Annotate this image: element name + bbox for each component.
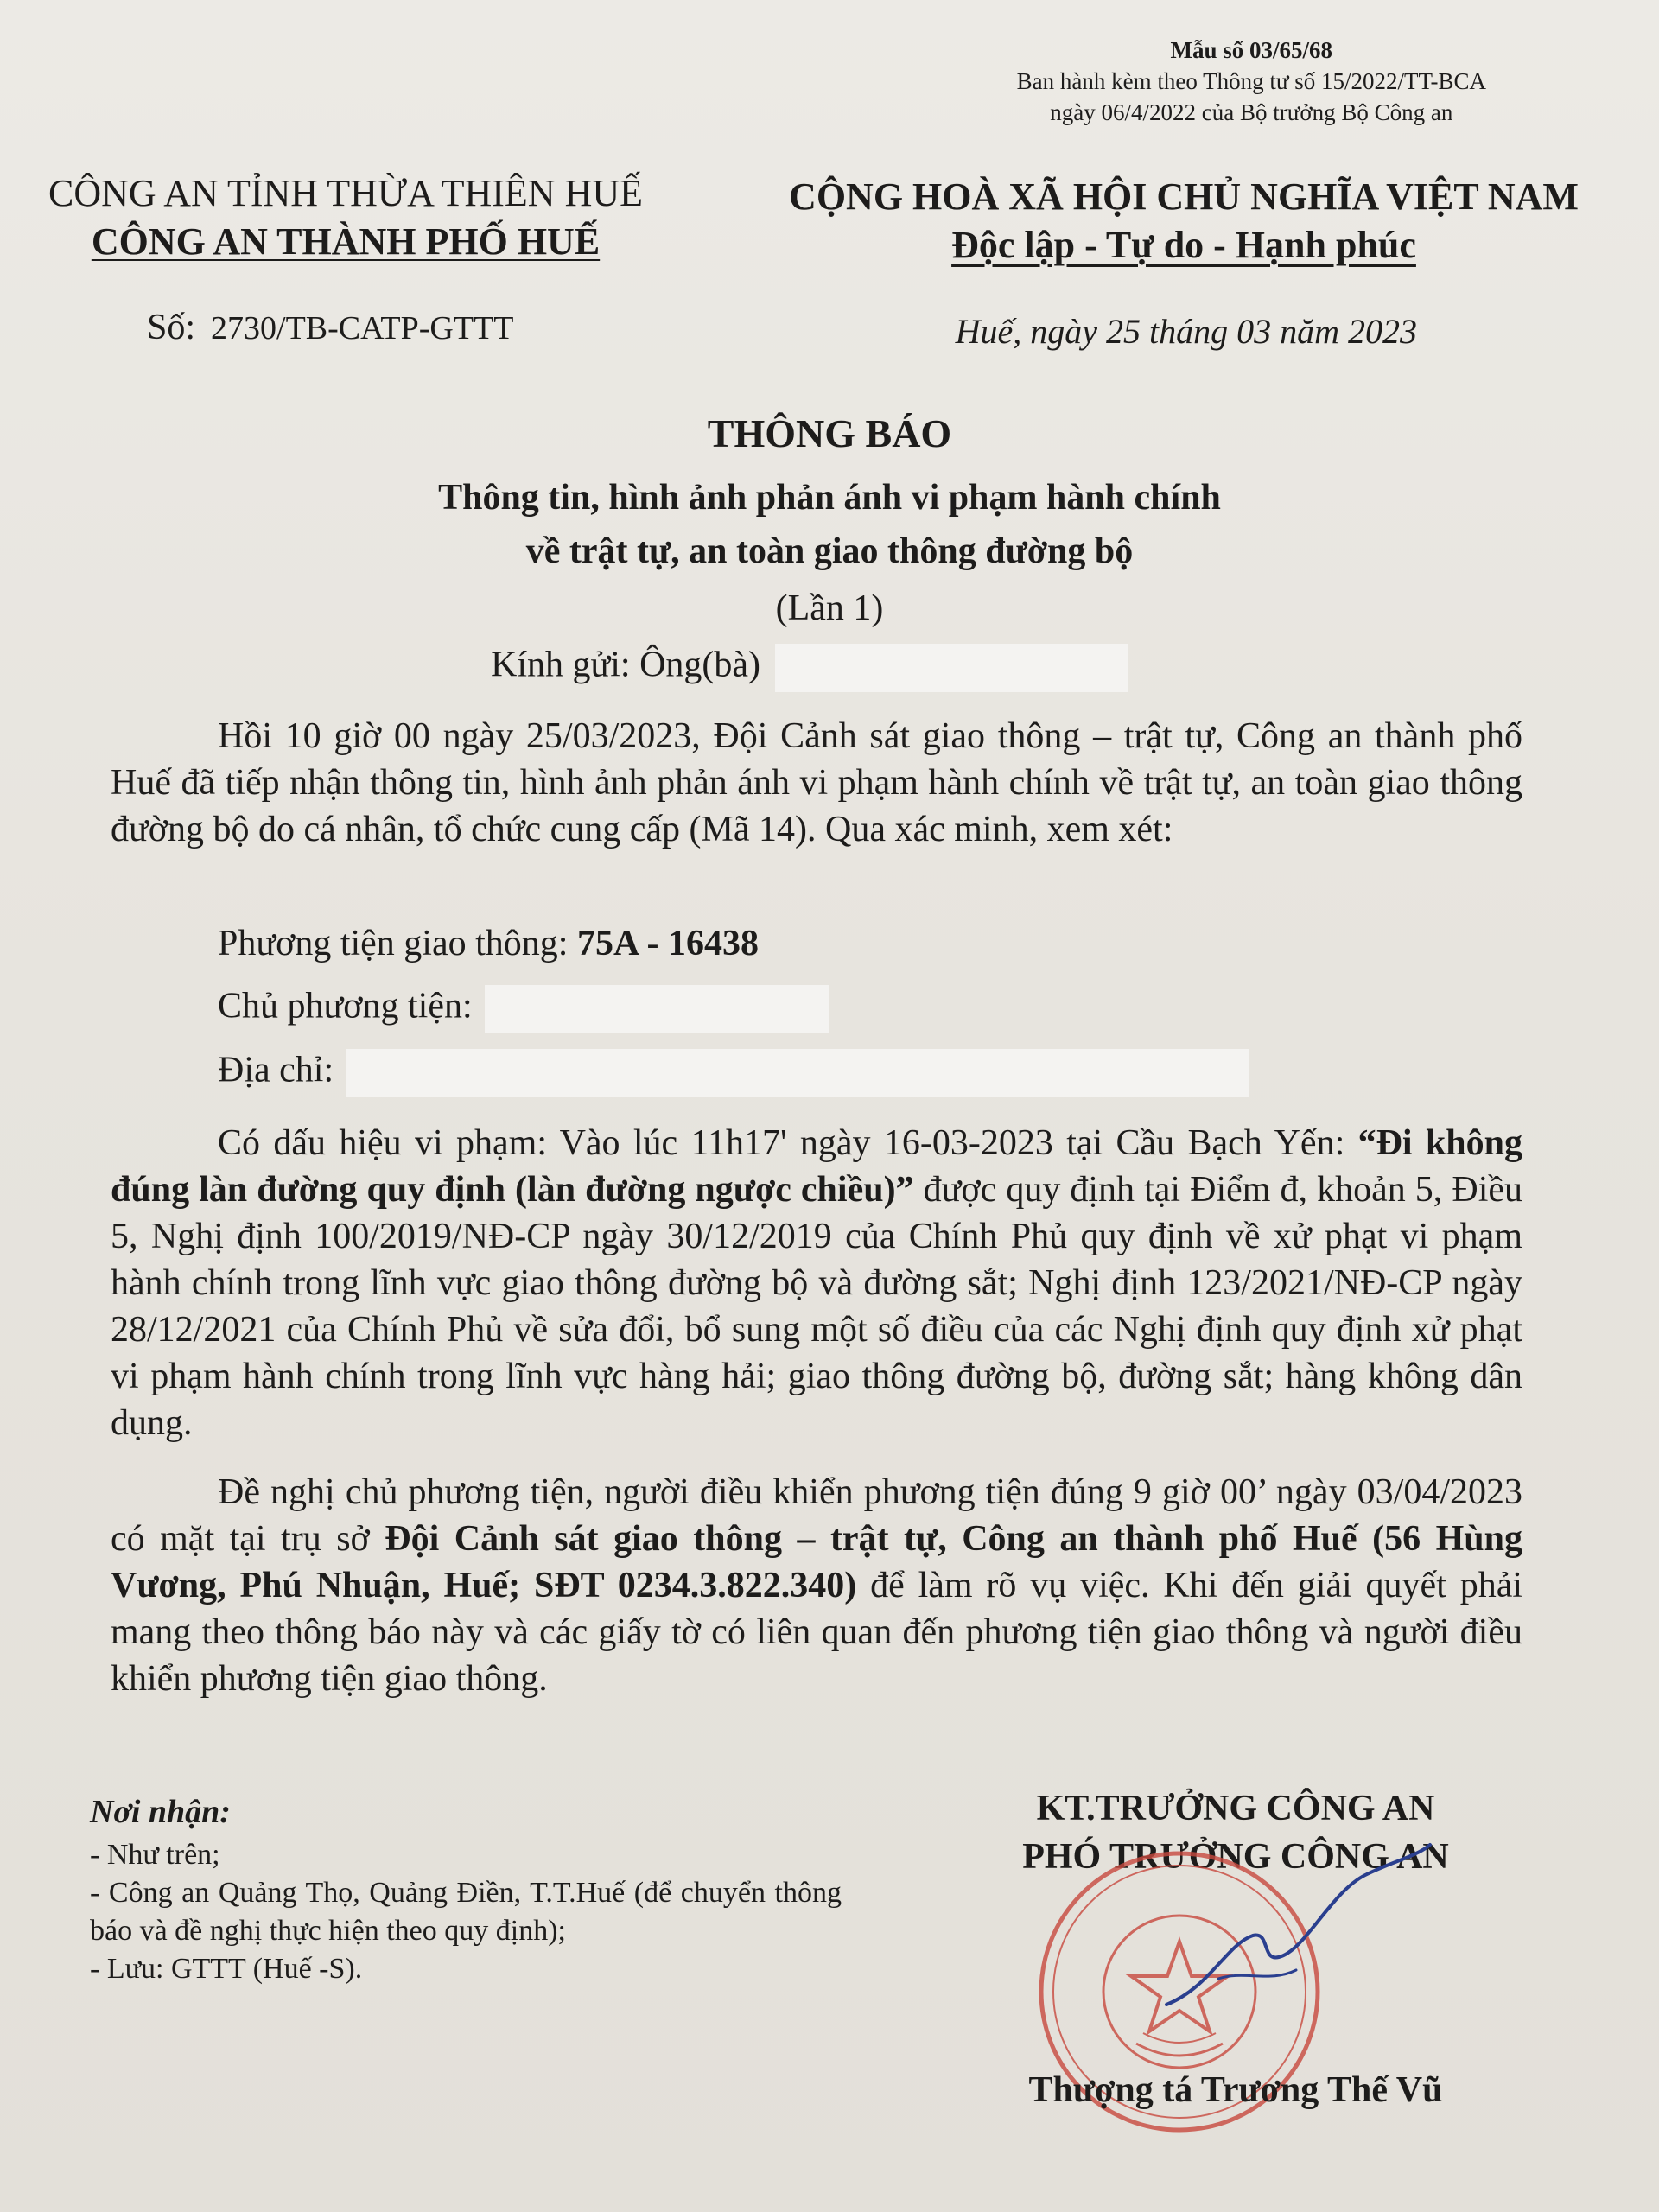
place-date: Huế, ngày 25 tháng 03 năm 2023 — [955, 312, 1417, 351]
vehicle-label: Phương tiện giao thông: — [218, 924, 569, 963]
recipients-block — [90, 1793, 842, 1988]
document-number-value: 2730/TB-CATP-GTTT — [211, 310, 514, 346]
form-code-block — [1017, 35, 1486, 128]
request-lead: Đề nghị chủ phương tiện, người điều khiển phương tiện đúng 9 giờ 00’ ngày 03/04/2023 có mặt tại trụ sở — [111, 1472, 1522, 1559]
document-subtitle — [0, 471, 1659, 578]
agency-parent: CÔNG AN TỈNH THỪA THIÊN HUẾ — [48, 172, 643, 214]
redacted-address — [346, 1049, 1249, 1097]
signer-name: Thượng tá Trương Thế Vũ — [1028, 2070, 1443, 2110]
violation-details: được quy định tại Điểm đ, khoản 5, Điều 5, Nghị định 100/2019/NĐ-CP ngày 30/12/2019 của Chính Phủ quy định về xử phạt vi phạm hành chính trong lĩnh vực giao thông đường bộ và đường sắt; Nghị định 123/2021/NĐ-CP ngày 28/12/2021 của Chính Phủ về sửa đổi, bổ sung một số điều của các Nghị định quy định xử phạt vi phạm hành chính trong lĩnh vực hàng hải; giao thông đường bộ, đường sắt; hàng không dân dụng. — [111, 1170, 1523, 1443]
recipient-item: - Lưu: GTTT (Huế -S). — [90, 1953, 363, 1985]
redacted-owner — [485, 985, 829, 1033]
owner-field — [218, 985, 829, 1033]
violation-lead: Có dấu hiệu vi phạm: Vào lúc 11h17' ngày 16-03-2023 tại Cầu Bạch Yến: — [218, 1123, 1345, 1163]
vehicle-plate: 75A - 16438 — [576, 924, 759, 963]
document-subtitle-line-2: về trật tự, an toàn giao thông đường bộ — [525, 531, 1134, 571]
intro-paragraph — [111, 713, 1522, 853]
handwritten-signature — [1158, 1840, 1434, 2013]
document-subtitle-line-1: Thông tin, hình ảnh phản ánh vi phạm hành chính — [438, 478, 1221, 518]
form-code: Mẫu số 03/65/68 — [1170, 37, 1333, 63]
owner-label: Chủ phương tiện: — [218, 986, 473, 1027]
signature-line-2: PHÓ TRƯỞNG CÔNG AN — [1022, 1837, 1449, 1877]
recipients-heading: Nơi nhận: — [90, 1794, 231, 1830]
agency-header — [35, 169, 657, 266]
document-number — [147, 307, 513, 348]
document-number-label: Số: — [147, 308, 196, 347]
violation-name: “Đi không đúng làn đường quy định (làn đường ngược chiều)” — [111, 1123, 1522, 1210]
vehicle-field — [218, 923, 759, 964]
form-code-line-2: ngày 06/4/2022 của Bộ trưởng Bộ Công an — [1050, 99, 1453, 125]
agency-name: CÔNG AN THÀNH PHỐ HUẾ — [91, 220, 601, 263]
recipient-item: - Như trên; — [90, 1839, 220, 1871]
intro-text: Hồi 10 giờ 00 ngày 25/03/2023, Đội Cảnh sát giao thông – trật tự, Công an thành phố Huế đã tiếp nhận thông tin, hình ảnh phản ánh vi phạm hành chính về trật tự, an toàn giao thông đường bộ do cá nhân, tổ chức cung cấp (Mã 14). Qua xác minh, xem xét: — [111, 716, 1522, 849]
form-code-line-1: Ban hành kèm theo Thông tư số 15/2022/TT-BCA — [1016, 68, 1486, 94]
address-field — [218, 1049, 1249, 1097]
redacted-name — [775, 644, 1128, 692]
nation-motto: Độc lập - Tự do - Hạnh phúc — [951, 224, 1416, 266]
recipient-item: - Công an Quảng Thọ, Quảng Điền, T.T.Huế (để chuyển thông báo và đề nghị thực hiện theo quy định); — [90, 1877, 842, 1947]
nation-header — [726, 173, 1642, 270]
signature-line-1: KT.TRƯỞNG CÔNG AN — [1036, 1789, 1435, 1828]
request-paragraph — [111, 1469, 1522, 1702]
address-label: Địa chỉ: — [218, 1050, 334, 1090]
nation-name: CỘNG HOÀ XÃ HỘI CHỦ NGHĨA VIỆT NAM — [789, 175, 1579, 218]
greeting — [491, 644, 1128, 692]
greeting-label: Kính gửi: Ông(bà) — [491, 645, 761, 685]
request-office: Đội Cảnh sát giao thông – trật tự, Công an thành phố Huế (56 Hùng Vương, Phú Nhuận, Huế; SĐT 0234.3.822.340) — [111, 1519, 1523, 1605]
notice-round: (Lần 1) — [775, 588, 884, 628]
document-title: THÔNG BÁO — [707, 411, 952, 455]
violation-paragraph — [111, 1120, 1522, 1446]
request-details: để làm rõ vụ việc. Khi đến giải quyết phải mang theo thông báo này và các giấy tờ có liên quan đến phương tiện giao thông và người điều khiển phương tiện giao thông. — [111, 1566, 1523, 1699]
